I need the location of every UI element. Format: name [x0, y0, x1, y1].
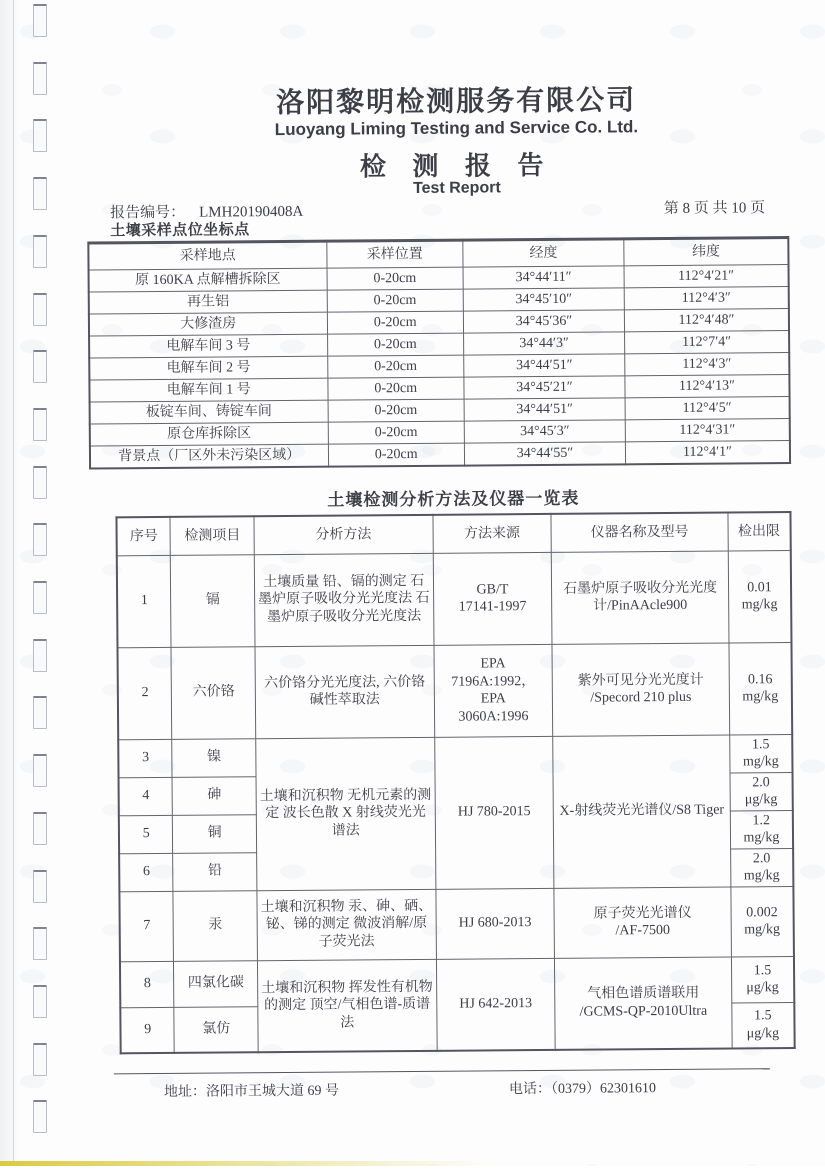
sampling-table-body — [89, 265, 791, 468]
methods-table-head — [116, 512, 790, 555]
column-header: 仪器名称及型号 — [551, 513, 728, 552]
methods-table-body — [117, 550, 795, 1053]
table-row — [118, 734, 792, 777]
table-cell: 0-20cm — [328, 421, 465, 444]
table-cell: 112°4′21″ — [624, 265, 789, 288]
table-cell: 9 — [120, 1007, 174, 1053]
table-cell: 镍 — [172, 738, 256, 777]
table-cell: HJ 780-2015 — [434, 736, 554, 889]
table-cell: 土壤和沉积物 挥发性有机物的测定 顶空/气相色谱-质谱法 — [257, 959, 436, 1052]
table-cell: 0-20cm — [327, 333, 464, 356]
table-cell: 0-20cm — [328, 399, 465, 422]
column-header: 分析方法 — [254, 515, 433, 554]
table-cell: 气相色谱质谱联用 /GCMS-QP-2010Ultra — [555, 957, 732, 1050]
methods-table-title: 土壤检测分析方法及仪器一览表 — [327, 488, 580, 510]
report-title-cn: 检 测 报 告 — [359, 150, 554, 182]
table-cell: 1.5 μg/kg — [731, 956, 794, 1002]
table-cell: 石墨炉原子吸收分光光度计/PinAAcle900 — [551, 551, 728, 644]
table-cell: 0-20cm — [327, 355, 464, 378]
table-cell: 4 — [119, 777, 173, 815]
table-cell: 电解车间 2 号 — [89, 356, 327, 380]
column-header: 经度 — [463, 239, 624, 267]
table-cell: 112°4′3″ — [624, 287, 789, 310]
table-cell: 34°45′10″ — [463, 288, 624, 311]
table-cell: 0.002 mg/kg — [731, 886, 794, 956]
table-cell: 112°7′4″ — [625, 331, 790, 354]
header-row — [116, 512, 790, 555]
table-cell: 112°4′1″ — [625, 441, 790, 464]
company-name-en: Luoyang Liming Testing and Service Co. Ltd. — [274, 117, 639, 140]
table-cell: 板锭车间、铸锭车间 — [90, 400, 328, 424]
table-cell: 7 — [119, 891, 173, 961]
report-number-label: 报告编号： — [110, 204, 186, 222]
phone-value: （0379）62301610 — [550, 1081, 657, 1097]
address-label: 地址： — [163, 1084, 207, 1100]
table-cell: 2.0 μg/kg — [730, 772, 793, 810]
footer-phone — [509, 1077, 656, 1098]
table-cell: 砷 — [172, 776, 256, 815]
table-cell: 8 — [120, 961, 174, 1007]
table-cell: 土壤质量 铅、镉的测定 石墨炉原子吸收分光光度法 石墨炉原子吸收分光光度法 — [254, 553, 433, 646]
footer-divider — [114, 1068, 770, 1074]
table-cell: 6 — [119, 853, 173, 891]
table-cell: 0-20cm — [327, 289, 464, 312]
table-cell: 汞 — [173, 890, 257, 961]
page-indicator: 第 8 页 共 10 页 — [663, 200, 766, 218]
table-cell: 0.01 mg/kg — [728, 550, 791, 642]
table-cell: 1 — [117, 555, 172, 647]
table-cell: 铅 — [173, 852, 257, 891]
table-cell: 大修渣房 — [89, 312, 327, 336]
table-cell: 112°4′5″ — [625, 397, 790, 420]
table-cell: 112°4′31″ — [625, 419, 790, 442]
report-title-en: Test Report — [412, 179, 501, 197]
table-cell: 镉 — [171, 554, 255, 647]
report-number-value: LMH20190408A — [199, 203, 304, 221]
phone-label: 电话： — [508, 1081, 552, 1098]
sampling-table-caption: 土壤采样点位坐标点 — [110, 222, 250, 240]
table-cell: 原仓库拆除区 — [90, 422, 328, 446]
table-cell: 112°4′48″ — [624, 309, 789, 332]
table-cell: 1.5 μg/kg — [732, 1002, 795, 1048]
methods-table — [115, 511, 795, 1054]
table-cell: 0-20cm — [328, 443, 465, 466]
table-cell: 铜 — [173, 814, 257, 853]
table-cell: EPA 7196A:1992， EPA 3060A:1996 — [434, 644, 553, 737]
table-cell: X-射线荧光光谱仪/S8 Tiger — [553, 735, 731, 888]
table-cell: 34°44′11″ — [463, 266, 624, 289]
table-cell: 3 — [118, 739, 172, 777]
company-name-cn: 洛阳黎明检测服务有限公司 — [276, 85, 637, 120]
table-cell: HJ 642-2013 — [436, 958, 555, 1051]
table-row — [120, 956, 794, 1007]
table-cell: 0-20cm — [327, 377, 464, 400]
table-cell: HJ 680-2013 — [435, 888, 554, 959]
table-cell: 0.16 mg/kg — [729, 642, 792, 734]
table-cell: 六价铬 — [171, 646, 255, 739]
table-row — [117, 642, 792, 739]
table-cell: 原子荧光光谱仪 /AF-7500 — [554, 887, 731, 958]
table-row — [90, 441, 790, 468]
table-cell: 再生铝 — [89, 290, 327, 314]
table-cell: 112°4′13″ — [625, 375, 790, 398]
table-cell: 原 160KA 点解槽拆除区 — [89, 268, 327, 292]
table-cell: 土壤和沉积物 无机元素的测定 波长色散 X 射线荧光光谱法 — [256, 737, 436, 890]
table-cell: 34°44′3″ — [464, 332, 625, 355]
table-cell: 34°44′55″ — [464, 442, 625, 465]
table-cell: 34°45′36″ — [463, 310, 624, 333]
table-cell: 六价铬分光光度法, 六价铬碱性萃取法 — [255, 645, 434, 738]
table-cell: GB/T 17141-1997 — [433, 552, 552, 645]
table-cell: 5 — [119, 815, 173, 853]
column-header: 纬度 — [624, 238, 789, 266]
table-cell: 34°44′51″ — [464, 398, 625, 421]
column-header: 采样地点 — [88, 241, 326, 270]
table-cell: 0-20cm — [327, 267, 464, 290]
table-row — [119, 886, 794, 961]
table-cell: 2 — [117, 647, 172, 739]
column-header: 检出限 — [728, 512, 791, 550]
column-header: 检测项目 — [170, 516, 254, 555]
table-row — [117, 550, 792, 647]
column-header: 序号 — [116, 517, 170, 555]
table-cell: 电解车间 1 号 — [89, 378, 327, 402]
table-cell: 背景点（厂区外未污染区域） — [90, 444, 328, 468]
table-cell: 氯仿 — [174, 1006, 258, 1053]
table-cell: 34°45′3″ — [464, 420, 625, 443]
table-cell: 四氯化碳 — [174, 960, 258, 1007]
table-cell: 112°4′3″ — [625, 353, 790, 376]
sampling-table — [87, 236, 791, 469]
table-cell: 土壤和沉积物 汞、砷、硒、铋、锑的测定 微波消解/原子荧光法 — [257, 889, 436, 960]
table-cell: 电解车间 3 号 — [89, 334, 327, 358]
address-value: 洛阳市王城大道 69 号 — [205, 1083, 340, 1100]
table-cell: 1.5 mg/kg — [729, 734, 792, 772]
table-cell: 0-20cm — [327, 311, 464, 334]
table-cell: 34°45′21″ — [464, 376, 625, 399]
table-cell: 1.2 mg/kg — [730, 810, 793, 848]
table-cell: 34°44′51″ — [464, 354, 625, 377]
table-cell: 紫外可见分光光度计 /Specord 210 plus — [552, 643, 729, 736]
column-header: 方法来源 — [433, 514, 552, 553]
column-header: 采样位置 — [326, 240, 463, 268]
footer-address — [164, 1080, 339, 1101]
table-cell: 2.0 mg/kg — [730, 848, 793, 886]
